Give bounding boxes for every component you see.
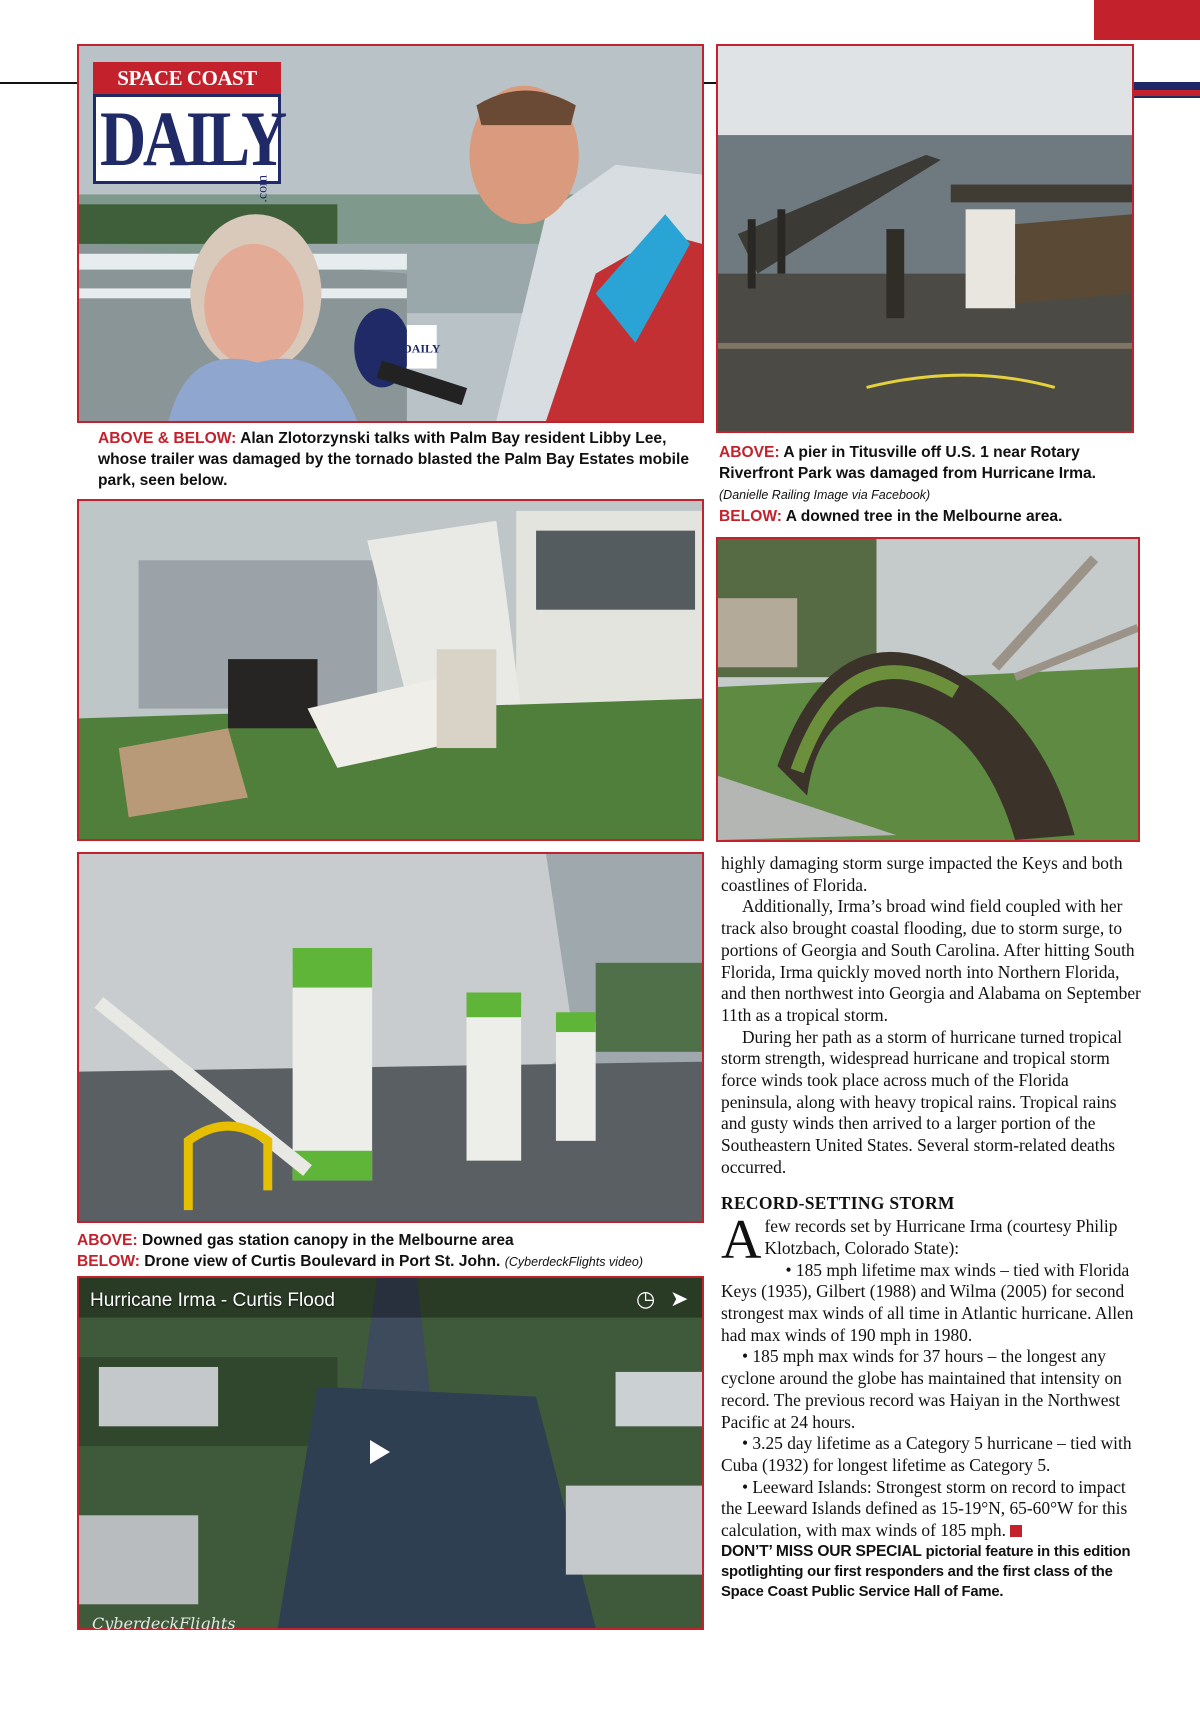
caption-lead: ABOVE & BELOW:: [98, 430, 237, 447]
clock-icon[interactable]: ◷: [636, 1287, 656, 1312]
record-item: • 185 mph max winds for 37 hours – the longest any cyclone around the globe has maintained that intensity on record. The previous record was Haiyan in the Northwest Pacific at 24 hours.: [721, 1346, 1122, 1432]
caption-lead: ABOVE:: [719, 444, 780, 461]
gas-station-photo: [77, 852, 704, 1223]
article-paragraph-dropcap: [721, 1209, 1141, 1272]
caption-pier: [719, 442, 1139, 527]
caption-text: Alan Zlotorzynski talks with Palm Bay resident Libby Lee, whose trailer was damaged by the tornado blasted the Palm Bay Estates mobile park, seen below.: [98, 430, 690, 489]
caption-text-below: Drone view of Curtis Boulevard in Port St. John.: [139, 1253, 501, 1270]
space-coast-daily-logo: [93, 62, 284, 203]
caption-gas-station: [77, 1230, 707, 1273]
downed-tree-photo: [716, 537, 1140, 842]
drop-cap: A: [721, 1209, 762, 1272]
video-title: Hurricane Irma - Curtis Flood: [90, 1290, 335, 1311]
play-icon[interactable]: [370, 1440, 390, 1464]
end-mark-icon: [1010, 1525, 1022, 1537]
caption-text-below: A downed tree in the Melbourne area.: [781, 508, 1063, 525]
trailer-damage-photo: [77, 499, 704, 841]
caption-lead-below: BELOW:: [77, 1253, 140, 1270]
svg-text:DAILY: DAILY: [403, 341, 441, 356]
record-item-last: [721, 1477, 1141, 1542]
photo-credit: (Danielle Railing Image via Facebook): [719, 488, 931, 502]
video-credit: (CyberdeckFlights video): [504, 1255, 643, 1269]
article-paragraph: During her path as a storm of hurricane turned tropical storm strength, widespread hurricane and tropical storm force winds took place across much of the Florida peninsula, along with heavy tropical rains. Tropical rains and gusty winds then arrived to a larger portion of the Southeastern United States. Several storm-related deaths occurred.: [721, 1026, 1123, 1177]
caption-lead: ABOVE:: [77, 1232, 138, 1249]
video-watermark: CyberdeckFlights: [92, 1614, 236, 1633]
header-red-bar: [1134, 90, 1200, 96]
article-paragraph: Additionally, Irma’s broad wind field coupled with her track also brought coastal flooding, due to storm surge, to portions of Georgia and South Carolina. After hitting South Florida, Irma quickly moved north into Northern Florida, and then northwest into Georgia and Alabama on September 11th as a tropical storm.: [721, 896, 1141, 1025]
record-item: • 3.25 day lifetime as a Category 5 hurricane – tied with Cuba (1932) for longest lifetime as Category 5.: [721, 1433, 1132, 1475]
record-item-text: • Leeward Islands: Strongest storm on record to impact the Leeward Islands defined as 15-19°N, 65-60°W for this calculation, with max winds of 185 mph.: [721, 1476, 1128, 1541]
caption-text: A pier in Titusville off U.S. 1 near Rotary Riverfront Park was damaged from Hurricane Irma.: [719, 444, 1096, 482]
logo-top-text: SPACE COAST: [93, 62, 281, 94]
logo-suffix: .com: [256, 175, 271, 203]
drone-video-still[interactable]: [77, 1276, 704, 1630]
caption-lead-below: BELOW:: [719, 508, 782, 525]
logo-main-text: DAILY: [100, 95, 284, 182]
dropcap-text: few records set by Hurricane Irma (courtesy Philip Klotzbach, Colorado State):: [764, 1216, 1118, 1258]
promo-note: [721, 1542, 1141, 1602]
promo-lead: DON’T’ MISS OUR SPECIAL: [721, 1542, 922, 1560]
caption-interview: [98, 428, 698, 491]
pier-photo: [716, 44, 1134, 433]
section-heading: RECORD-SETTING STORM: [721, 1192, 955, 1213]
article-paragraph: highly damaging storm surge impacted the Keys and both coastlines of Florida.: [721, 853, 1123, 895]
promo-text: pictorial feature in this edition spotlighting our first responders and the first class of the Space Coast Public Service Hall of Fame.: [721, 1543, 1131, 1600]
article-body: [721, 853, 1141, 1602]
share-icon[interactable]: ➤: [670, 1287, 689, 1312]
record-item: • 185 mph lifetime max winds – tied with Florida Keys (1935), Gilbert (1988) and Wilma (2005) for second strongest max winds of all time in Atlantic hurricane. Allen had max winds of 190 mph in 1980.: [721, 1259, 1134, 1345]
header-red-tab: [1094, 0, 1200, 40]
caption-text: Downed gas station canopy in the Melbourne area: [137, 1232, 514, 1249]
logo-main: [93, 94, 284, 203]
